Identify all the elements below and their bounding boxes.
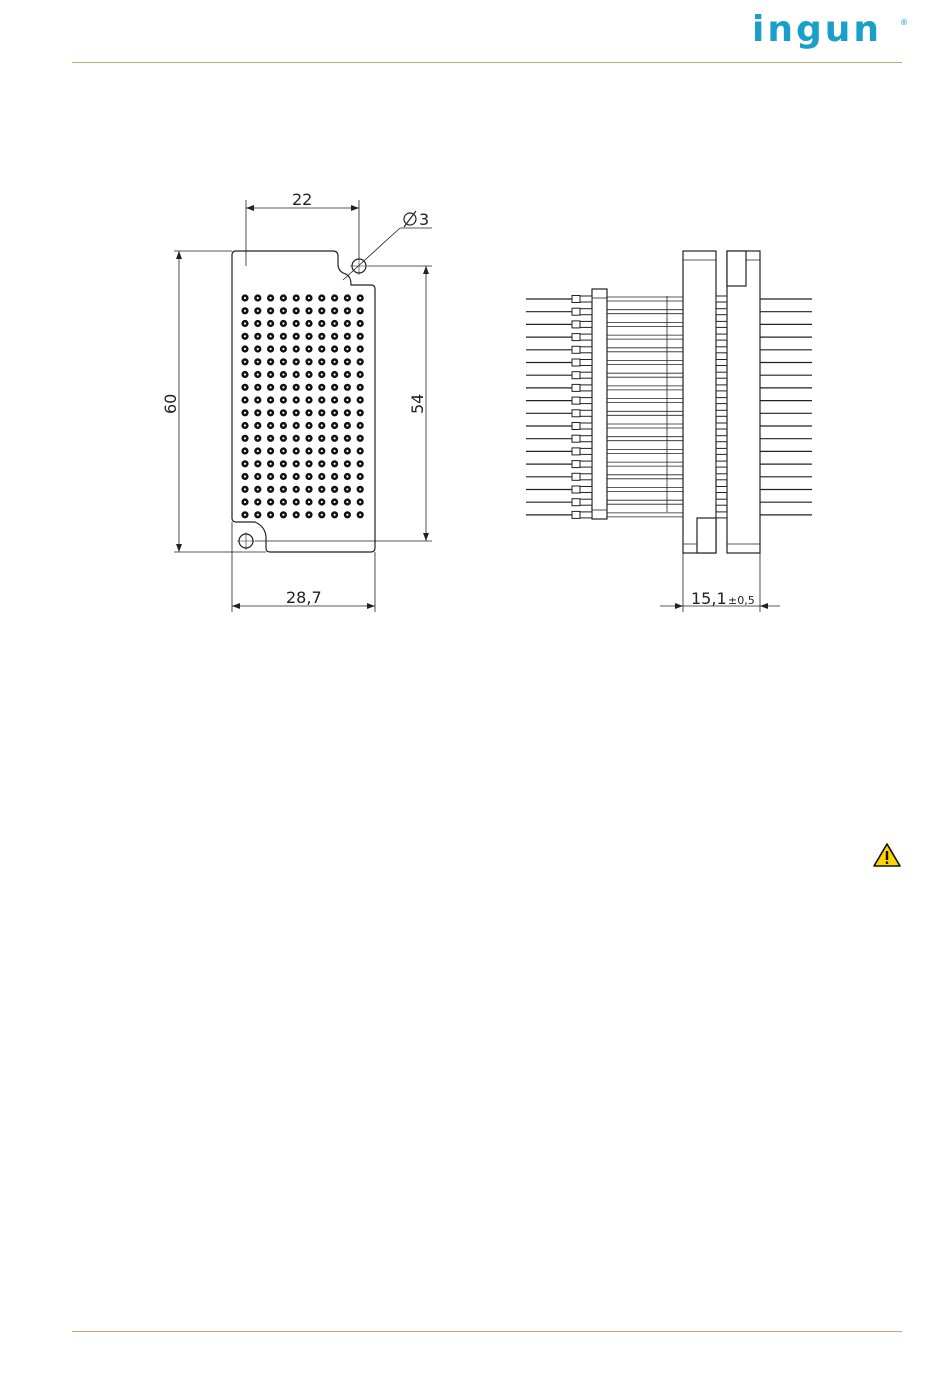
registered-mark: ®	[900, 18, 908, 27]
contact-dot-center	[257, 488, 259, 490]
contact-dot-center	[270, 386, 272, 388]
contact-dot-center	[359, 463, 361, 465]
contact-grid	[241, 294, 363, 518]
contact-dot-center	[334, 463, 336, 465]
contact-dot-center	[321, 335, 323, 337]
pin-part	[580, 461, 592, 467]
contact-dot-center	[321, 310, 323, 312]
pin-part	[716, 474, 727, 480]
contact-dot-center	[282, 373, 284, 375]
contact-dot-center	[346, 463, 348, 465]
contact-dot-center	[334, 373, 336, 375]
contact-dot-center	[334, 412, 336, 414]
contact-dot-center	[257, 437, 259, 439]
contact-dot-center	[270, 412, 272, 414]
diameter-symbol	[404, 211, 416, 227]
contact-dot-center	[321, 386, 323, 388]
pin-part	[580, 474, 592, 480]
contact-dot-center	[257, 348, 259, 350]
pin-part	[580, 487, 592, 493]
pin	[526, 397, 812, 404]
contact-dot-center	[257, 297, 259, 299]
contact-dot-center	[308, 475, 310, 477]
contact-dot-center	[244, 322, 246, 324]
contact-dot-center	[334, 310, 336, 312]
pin-part	[572, 511, 580, 518]
contact-dot-center	[334, 514, 336, 516]
warning-icon	[872, 842, 902, 868]
pin-part	[572, 486, 580, 493]
contact-dot-center	[321, 514, 323, 516]
pin-part	[716, 321, 727, 327]
pin-part	[716, 334, 727, 340]
pin-part	[572, 397, 580, 404]
contact-dot-center	[334, 475, 336, 477]
contact-dot-center	[257, 361, 259, 363]
contact-dot-center	[257, 322, 259, 324]
contact-dot-center	[295, 373, 297, 375]
pin	[526, 410, 812, 417]
contact-dot-center	[359, 488, 361, 490]
contact-dot-center	[308, 361, 310, 363]
pin-part	[580, 296, 592, 302]
contact-dot-center	[295, 310, 297, 312]
contact-dot-center	[244, 475, 246, 477]
contact-dot-center	[270, 437, 272, 439]
contact-dot-center	[295, 514, 297, 516]
pin-part	[572, 372, 580, 379]
footer-rule	[72, 1331, 902, 1332]
contact-dot-center	[282, 297, 284, 299]
pin-part	[572, 384, 580, 391]
contact-dot-center	[270, 361, 272, 363]
contact-dot-center	[270, 373, 272, 375]
pin-part	[716, 385, 727, 391]
contact-dot-center	[321, 501, 323, 503]
contact-dot-center	[346, 488, 348, 490]
contact-dot-center	[359, 514, 361, 516]
contact-dot-center	[321, 450, 323, 452]
contact-dot-center	[257, 310, 259, 312]
pin	[526, 511, 812, 518]
contact-dot-center	[308, 514, 310, 516]
contact-dot-center	[244, 437, 246, 439]
contact-dot-center	[282, 501, 284, 503]
contact-dot-center	[346, 297, 348, 299]
contact-dot-center	[295, 450, 297, 452]
pin-part	[716, 436, 727, 442]
contact-dot-center	[308, 424, 310, 426]
contact-dot-center	[244, 450, 246, 452]
contact-dot-center	[270, 322, 272, 324]
pin-part	[572, 473, 580, 480]
pin	[526, 499, 812, 506]
contact-dot-center	[295, 412, 297, 414]
pin	[526, 384, 812, 391]
contact-dot-center	[282, 450, 284, 452]
pin	[526, 448, 812, 455]
pin-part	[716, 410, 727, 416]
pin-part	[580, 499, 592, 505]
dim-height-holes: 54	[408, 393, 427, 414]
contact-dot-center	[270, 310, 272, 312]
contact-dot-center	[346, 386, 348, 388]
contact-dot-center	[244, 310, 246, 312]
pin-part	[716, 347, 727, 353]
pin-part	[716, 487, 727, 493]
contact-dot-center	[244, 412, 246, 414]
pin-part	[580, 321, 592, 327]
contact-dot-center	[308, 488, 310, 490]
pin-part	[580, 423, 592, 429]
contact-dot-center	[321, 412, 323, 414]
contact-dot-center	[346, 412, 348, 414]
pin-part	[716, 461, 727, 467]
pin-part	[580, 448, 592, 454]
contact-dot-center	[334, 348, 336, 350]
contact-dot-center	[346, 424, 348, 426]
contact-dot-center	[308, 463, 310, 465]
contact-dot-center	[308, 450, 310, 452]
contact-dot-center	[334, 488, 336, 490]
contact-dot-center	[359, 361, 361, 363]
pin-part	[716, 423, 727, 429]
contact-dot-center	[257, 514, 259, 516]
contact-dot-center	[244, 488, 246, 490]
contact-dot-center	[270, 501, 272, 503]
contact-dot-center	[282, 412, 284, 414]
contact-dot-center	[334, 437, 336, 439]
contact-dot-center	[270, 335, 272, 337]
contact-dot-center	[257, 412, 259, 414]
contact-dot-center	[346, 475, 348, 477]
pin-part	[572, 461, 580, 468]
pin-part	[572, 308, 580, 315]
contact-dot-center	[359, 297, 361, 299]
contact-dot-center	[295, 399, 297, 401]
contact-dot-center	[270, 348, 272, 350]
pin	[526, 486, 812, 493]
contact-dot-center	[359, 322, 361, 324]
contact-dot-center	[282, 386, 284, 388]
pin-array	[526, 296, 812, 519]
contact-dot-center	[321, 373, 323, 375]
front-outline	[232, 251, 375, 552]
pin	[526, 308, 812, 315]
contact-dot-center	[308, 399, 310, 401]
contact-dot-center	[321, 348, 323, 350]
contact-dot-center	[257, 475, 259, 477]
contact-dot-center	[257, 501, 259, 503]
contact-dot-center	[334, 450, 336, 452]
pin	[526, 473, 812, 480]
contact-dot-center	[359, 348, 361, 350]
contact-dot-center	[244, 348, 246, 350]
pin-part	[580, 309, 592, 315]
contact-dot-center	[295, 348, 297, 350]
pin-part	[580, 512, 592, 518]
contact-dot-center	[359, 424, 361, 426]
contact-dot-center	[295, 386, 297, 388]
dim-tolerance: ±0,5	[728, 594, 755, 607]
contact-dot-center	[257, 373, 259, 375]
contact-dot-center	[359, 450, 361, 452]
contact-dot-center	[334, 386, 336, 388]
contact-dot-center	[295, 437, 297, 439]
pin	[526, 359, 812, 366]
pin	[526, 461, 812, 468]
contact-dot-center	[308, 501, 310, 503]
contact-dot-center	[359, 373, 361, 375]
contact-dot-center	[257, 386, 259, 388]
contact-dot-center	[257, 399, 259, 401]
contact-dot-center	[244, 463, 246, 465]
contact-dot-center	[282, 335, 284, 337]
contact-dot-center	[282, 310, 284, 312]
contact-dot-center	[244, 373, 246, 375]
contact-dot-center	[359, 310, 361, 312]
contact-dot-center	[282, 424, 284, 426]
pin-part	[572, 435, 580, 442]
contact-dot-center	[244, 335, 246, 337]
dim-width-bottom: 28,7	[286, 588, 322, 607]
contact-dot-center	[282, 437, 284, 439]
contact-dot-center	[270, 514, 272, 516]
logo-text: ingun	[752, 9, 882, 50]
contact-dot-center	[321, 297, 323, 299]
contact-dot-center	[334, 501, 336, 503]
contact-dot-center	[244, 501, 246, 503]
pin-part	[716, 499, 727, 505]
pin-part	[716, 360, 727, 366]
pin-part	[716, 296, 727, 302]
contact-dot-center	[334, 335, 336, 337]
contact-dot-center	[295, 335, 297, 337]
contact-dot-center	[308, 373, 310, 375]
contact-dot-center	[346, 437, 348, 439]
contact-dot-center	[346, 373, 348, 375]
contact-dot-center	[295, 424, 297, 426]
dim-hole-diameter: 3	[419, 210, 430, 229]
pin-part	[572, 448, 580, 455]
contact-dot-center	[321, 475, 323, 477]
pin-part	[572, 423, 580, 430]
contact-dot-center	[334, 361, 336, 363]
contact-dot-center	[282, 348, 284, 350]
contact-dot-center	[321, 463, 323, 465]
contact-dot-center	[270, 450, 272, 452]
contact-dot-center	[359, 501, 361, 503]
contact-dot-center	[346, 322, 348, 324]
contact-dot-center	[308, 412, 310, 414]
contact-dot-center	[308, 348, 310, 350]
contact-dot-center	[270, 488, 272, 490]
contact-dot-center	[359, 399, 361, 401]
contact-dot-center	[295, 488, 297, 490]
contact-dot-center	[295, 475, 297, 477]
contact-dot-center	[295, 501, 297, 503]
contact-dot-center	[321, 424, 323, 426]
contact-dot-center	[270, 475, 272, 477]
contact-dot-center	[244, 399, 246, 401]
contact-dot-center	[321, 488, 323, 490]
contact-dot-center	[308, 297, 310, 299]
contact-dot-center	[270, 463, 272, 465]
contact-dot-center	[346, 450, 348, 452]
contact-dot-center	[346, 501, 348, 503]
contact-dot-center	[308, 335, 310, 337]
front-view	[174, 200, 432, 612]
pin-part	[572, 321, 580, 328]
contact-dot-center	[282, 488, 284, 490]
contact-dot-center	[346, 514, 348, 516]
contact-dot-center	[282, 322, 284, 324]
contact-dot-center	[321, 399, 323, 401]
contact-dot-center	[321, 322, 323, 324]
contact-dot-center	[244, 386, 246, 388]
contact-dot-center	[359, 386, 361, 388]
pin	[526, 334, 812, 341]
contact-dot-center	[257, 335, 259, 337]
contact-dot-center	[270, 399, 272, 401]
pin-part	[580, 436, 592, 442]
contact-dot-center	[359, 475, 361, 477]
contact-dot-center	[346, 335, 348, 337]
side-view	[526, 251, 812, 612]
pin-part	[716, 372, 727, 378]
contact-dot-center	[270, 297, 272, 299]
pin-part	[572, 334, 580, 341]
contact-dot-center	[334, 399, 336, 401]
contact-dot-center	[244, 424, 246, 426]
contact-dot-center	[257, 463, 259, 465]
contact-dot-center	[321, 437, 323, 439]
pin-part	[572, 410, 580, 417]
pin-part	[580, 385, 592, 391]
dim-depth: 15,1	[691, 589, 727, 608]
pin-part	[572, 499, 580, 506]
pin	[526, 296, 812, 303]
pin-part	[580, 372, 592, 378]
contact-dot-center	[282, 361, 284, 363]
contact-dot-center	[308, 322, 310, 324]
contact-dot-center	[295, 361, 297, 363]
contact-dot-center	[346, 361, 348, 363]
pin	[526, 435, 812, 442]
contact-dot-center	[244, 297, 246, 299]
contact-dot-center	[334, 424, 336, 426]
pin-part	[580, 398, 592, 404]
contact-dot-center	[308, 310, 310, 312]
pin-part	[716, 309, 727, 315]
contact-dot-center	[270, 424, 272, 426]
contact-dot-center	[359, 437, 361, 439]
contact-dot-center	[282, 475, 284, 477]
contact-dot-center	[244, 361, 246, 363]
pin-part	[580, 347, 592, 353]
dim-height-total: 60	[161, 393, 180, 414]
contact-dot-center	[295, 322, 297, 324]
contact-dot-center	[334, 322, 336, 324]
contact-dot-center	[321, 361, 323, 363]
pin-part	[716, 448, 727, 454]
contact-dot-center	[282, 463, 284, 465]
contact-dot-center	[308, 437, 310, 439]
pin	[526, 372, 812, 379]
dim-width-top: 22	[292, 190, 313, 209]
pin-part	[572, 359, 580, 366]
contact-dot-center	[308, 386, 310, 388]
contact-dot-center	[359, 412, 361, 414]
contact-dot-center	[257, 424, 259, 426]
contact-dot-center	[346, 399, 348, 401]
contact-dot-center	[282, 514, 284, 516]
pin-part	[716, 398, 727, 404]
contact-dot-center	[295, 297, 297, 299]
pin-part	[716, 512, 727, 518]
contact-dot-center	[334, 297, 336, 299]
pin-part	[580, 334, 592, 340]
contact-dot-center	[346, 348, 348, 350]
pin-part	[572, 346, 580, 353]
pin	[526, 346, 812, 353]
contact-dot-center	[359, 335, 361, 337]
pin-part	[580, 410, 592, 416]
contact-dot-center	[257, 450, 259, 452]
contact-dot-center	[282, 399, 284, 401]
contact-dot-center	[244, 514, 246, 516]
pin-part	[572, 296, 580, 303]
contact-dot-center	[346, 310, 348, 312]
pin	[526, 321, 812, 328]
pin	[526, 423, 812, 430]
contact-dot-center	[295, 463, 297, 465]
pin-part	[580, 360, 592, 366]
